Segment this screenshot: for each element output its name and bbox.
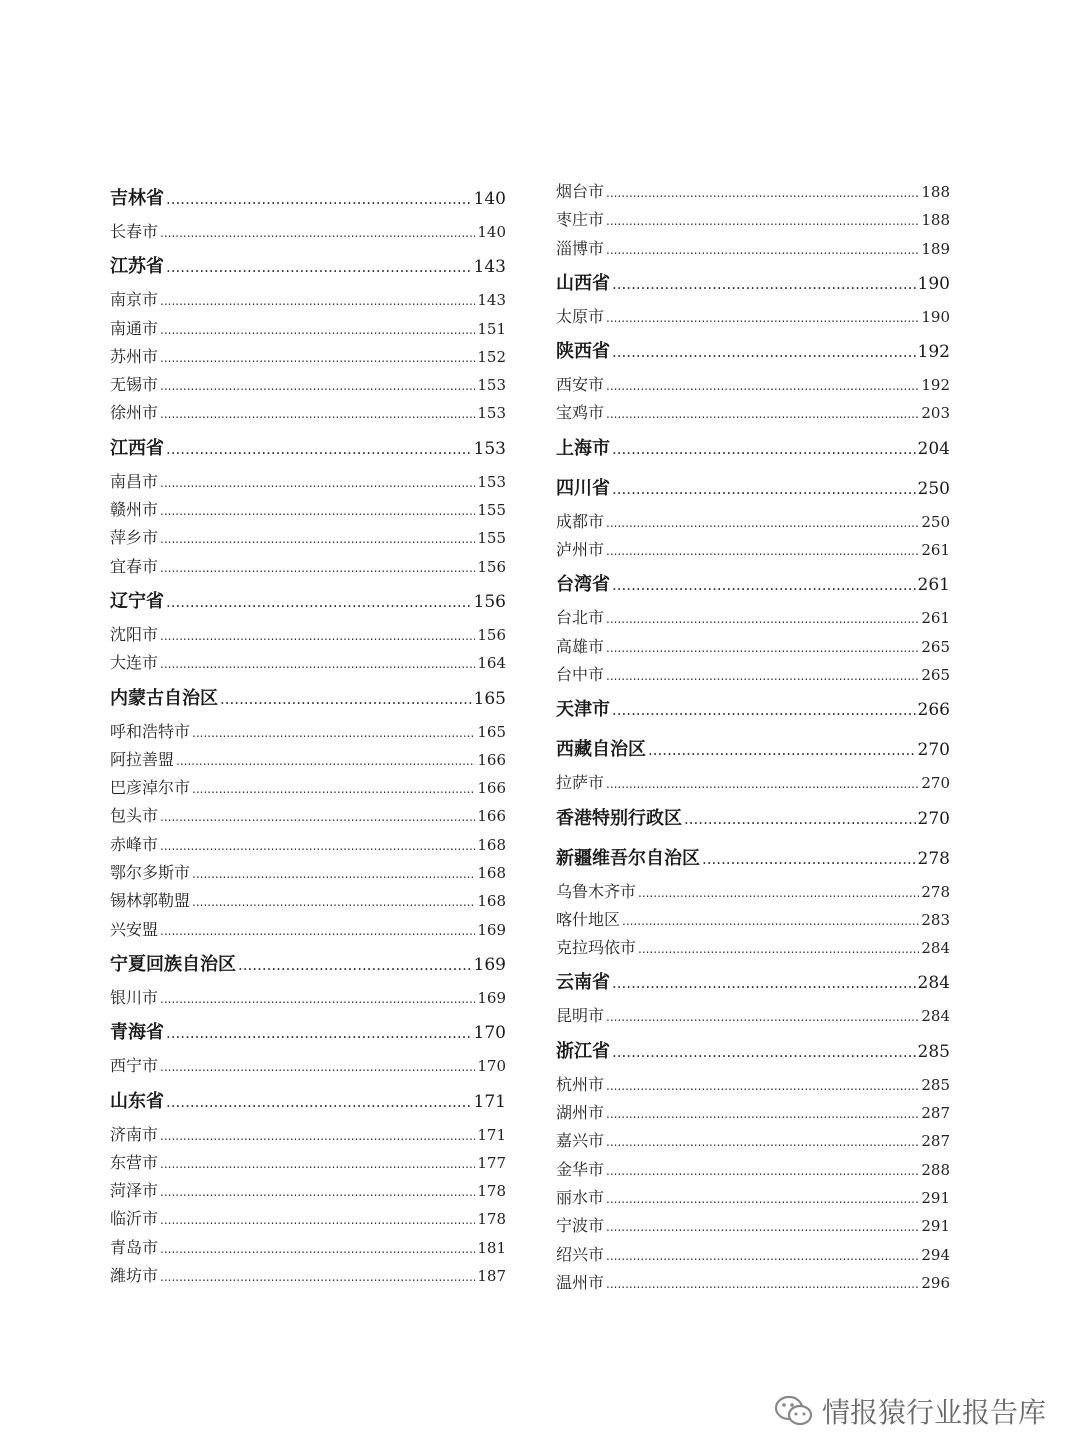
- page-number: 153: [473, 438, 506, 459]
- page-number: 152: [477, 347, 506, 366]
- page-number: 250: [921, 512, 950, 531]
- dot-leader: [612, 691, 916, 729]
- entry-name: 包头市: [110, 806, 159, 826]
- entry-name: 喀什地区: [556, 909, 621, 929]
- entry-name: 乌鲁木齐市: [556, 881, 637, 901]
- page-number: 265: [921, 665, 950, 684]
- toc-city-entry: [110, 524, 506, 552]
- entry-name: 阿拉善盟: [110, 749, 175, 769]
- toc-city-entry: [110, 1121, 506, 1149]
- page-number: 284: [921, 1007, 950, 1026]
- page-number: 168: [477, 835, 506, 854]
- toc-city-entry: [556, 878, 950, 906]
- toc-province-entry: [556, 333, 950, 371]
- dot-leader: [638, 879, 919, 907]
- toc-city-entry: [110, 649, 506, 677]
- page-number: 284: [921, 939, 950, 958]
- toc-city-entry: [556, 371, 950, 399]
- page-number: 291: [921, 1188, 950, 1207]
- dot-leader: [684, 800, 916, 838]
- dot-leader: [192, 888, 475, 916]
- dot-leader: [606, 605, 919, 633]
- toc-province-entry: [556, 566, 950, 604]
- dot-leader: [220, 680, 472, 718]
- entry-name: 太原市: [556, 306, 605, 326]
- toc-city-entry: [110, 984, 506, 1012]
- entry-name: 兴安盟: [110, 919, 159, 939]
- entry-name: 台湾省: [556, 574, 610, 596]
- dot-leader: [160, 917, 475, 945]
- toc-province-entry: [110, 1014, 506, 1052]
- page-number: 265: [921, 637, 950, 656]
- dot-leader: [176, 747, 475, 775]
- toc-city-entry: [110, 468, 506, 496]
- toc-city-entry: [556, 604, 950, 632]
- page-number: 140: [473, 189, 506, 209]
- toc-city-entry: [556, 906, 950, 934]
- toc-province-entry: [556, 840, 950, 878]
- toc-province-entry: [556, 731, 950, 769]
- toc-city-entry: [556, 206, 950, 234]
- dot-leader: [160, 1263, 475, 1291]
- dot-leader: [160, 650, 475, 678]
- toc-city-entry: [110, 496, 506, 524]
- page-number: 189: [921, 239, 950, 258]
- toc-city-entry: [110, 1149, 506, 1177]
- entry-name: 金华市: [556, 1159, 605, 1179]
- toc-city-entry: [556, 303, 950, 331]
- dot-leader: [606, 662, 919, 690]
- toc-city-entry: [110, 343, 506, 371]
- entry-name: 西藏自治区: [556, 739, 646, 761]
- entry-name: 宜春市: [110, 556, 159, 576]
- page-number: 178: [477, 1210, 506, 1229]
- toc-city-entry: [110, 1205, 506, 1233]
- dot-leader: [606, 400, 919, 428]
- toc-city-entry: [556, 1002, 950, 1030]
- page-number: 294: [921, 1245, 950, 1264]
- page-number: 178: [477, 1182, 506, 1201]
- page-number: 288: [921, 1160, 950, 1179]
- dot-leader: [160, 622, 475, 650]
- entry-name: 沈阳市: [110, 624, 159, 644]
- dot-leader: [606, 304, 919, 332]
- dot-leader: [160, 1178, 475, 1206]
- entry-name: 天津市: [556, 699, 610, 721]
- page-number: 203: [921, 404, 950, 423]
- dot-leader: [160, 400, 475, 428]
- page-number: 143: [473, 257, 506, 278]
- page-number: 188: [921, 211, 950, 230]
- entry-name: 南京市: [110, 290, 159, 310]
- dot-leader: [160, 1122, 475, 1150]
- entry-name: 东营市: [110, 1152, 159, 1172]
- toc-city-entry: [556, 536, 950, 564]
- toc-city-entry: [110, 1052, 506, 1080]
- entry-name: 云南省: [556, 972, 610, 994]
- entry-name: 淄博市: [556, 238, 605, 258]
- entry-name: 温州市: [556, 1272, 605, 1292]
- entry-name: 青岛市: [110, 1237, 159, 1257]
- entry-name: 杭州市: [556, 1074, 605, 1094]
- entry-name: 巴彦淖尔市: [110, 778, 191, 798]
- entry-name: 浙江省: [556, 1040, 610, 1062]
- entry-name: 内蒙古自治区: [110, 687, 218, 709]
- entry-name: 呼和浩特市: [110, 721, 191, 741]
- page-number: 270: [917, 740, 950, 761]
- entry-name: 宁波市: [556, 1216, 605, 1236]
- dot-leader: [160, 803, 475, 831]
- entry-name: 新疆维吾尔自治区: [556, 847, 700, 869]
- page-number: 169: [477, 920, 506, 939]
- toc-city-entry: [556, 1127, 950, 1155]
- toc-province-entry: [110, 583, 506, 621]
- page-number: 296: [921, 1273, 950, 1292]
- page-number: 270: [917, 808, 950, 829]
- entry-name: 江苏省: [110, 256, 164, 278]
- dot-leader: [612, 333, 916, 371]
- dot-leader: [606, 634, 919, 662]
- page-number: 181: [477, 1238, 506, 1257]
- dot-leader: [160, 525, 475, 553]
- entry-name: 山东省: [110, 1090, 164, 1112]
- entry-name: 济南市: [110, 1124, 159, 1144]
- entry-name: 台中市: [556, 664, 605, 684]
- entry-name: 南通市: [110, 318, 159, 338]
- entry-name: 成都市: [556, 511, 605, 531]
- toc-city-entry: [110, 916, 506, 944]
- entry-name: 宁夏回族自治区: [110, 953, 236, 975]
- page-number: 187: [477, 1267, 506, 1286]
- dot-leader: [160, 832, 475, 860]
- entry-name: 台北市: [556, 608, 605, 628]
- toc-city-entry: [556, 661, 950, 689]
- page-number: 171: [477, 1125, 506, 1144]
- dot-leader: [166, 180, 472, 218]
- dot-leader: [638, 935, 919, 963]
- watermark: [774, 1391, 1046, 1431]
- dot-leader: [648, 731, 916, 769]
- toc-province-entry: [110, 430, 506, 468]
- entry-name: 无锡市: [110, 375, 159, 395]
- page-number: 190: [921, 307, 950, 326]
- toc-province-entry: [556, 800, 950, 838]
- page-number: 285: [917, 1041, 950, 1062]
- dot-leader: [160, 985, 475, 1013]
- entry-name: 辽宁省: [110, 590, 164, 612]
- page-number: 261: [921, 541, 950, 560]
- toc-city-entry: [110, 831, 506, 859]
- dot-leader: [160, 1150, 475, 1178]
- page-number: 151: [477, 319, 506, 338]
- page-number: 188: [921, 183, 950, 201]
- toc-city-entry: [110, 1262, 506, 1290]
- page-number: 285: [921, 1075, 950, 1094]
- entry-name: 江西省: [110, 437, 164, 459]
- dot-leader: [606, 509, 919, 537]
- entry-name: 徐州市: [110, 403, 159, 423]
- page-number: 165: [477, 722, 506, 741]
- page-number: 155: [477, 501, 506, 520]
- entry-name: 拉萨市: [556, 773, 605, 793]
- dot-leader: [160, 1206, 475, 1234]
- dot-leader: [160, 219, 475, 247]
- entry-name: 临沂市: [110, 1209, 159, 1229]
- toc-city-entry: [556, 1156, 950, 1184]
- dot-leader: [606, 207, 919, 235]
- entry-name: 苏州市: [110, 346, 159, 366]
- dot-leader: [606, 537, 919, 565]
- toc-city-entry: [556, 235, 950, 263]
- entry-name: 吉林省: [110, 188, 164, 209]
- page-number: 169: [473, 954, 506, 975]
- dot-leader: [612, 430, 916, 468]
- toc-province-entry: [556, 964, 950, 1002]
- entry-name: 山西省: [556, 272, 610, 294]
- dot-leader: [238, 946, 472, 984]
- dot-leader: [606, 1185, 919, 1213]
- entry-name: 宝鸡市: [556, 403, 605, 423]
- toc-city-entry: [110, 859, 506, 887]
- toc-city-entry: [110, 315, 506, 343]
- dot-leader: [606, 770, 919, 798]
- wechat-icon: [774, 1394, 814, 1428]
- entry-name: 高雄市: [556, 636, 605, 656]
- entry-name: 银川市: [110, 987, 159, 1007]
- entry-name: 青海省: [110, 1022, 164, 1044]
- page-number: 250: [917, 478, 950, 499]
- entry-name: 鄂尔多斯市: [110, 863, 191, 883]
- entry-name: 西宁市: [110, 1056, 159, 1076]
- toc-city-entry: [110, 218, 506, 246]
- toc-city-entry: [556, 1241, 950, 1269]
- toc-province-entry: [110, 680, 506, 718]
- dot-leader: [160, 316, 475, 344]
- dot-leader: [166, 248, 472, 286]
- dot-leader: [160, 469, 475, 497]
- dot-leader: [606, 372, 919, 400]
- page-number: 153: [477, 472, 506, 491]
- page-number: 168: [477, 892, 506, 911]
- toc-city-entry: [110, 1177, 506, 1205]
- toc-city-entry: [556, 934, 950, 962]
- dot-leader: [160, 287, 475, 315]
- toc-city-entry: [556, 399, 950, 427]
- entry-name: 四川省: [556, 477, 610, 499]
- entry-name: 烟台市: [556, 182, 605, 201]
- toc-city-entry: [556, 1099, 950, 1127]
- dot-leader: [606, 1157, 919, 1185]
- entry-name: 锡林郭勒盟: [110, 891, 191, 911]
- dot-leader: [606, 1270, 919, 1298]
- page-number: 156: [477, 557, 506, 576]
- dot-leader: [606, 1100, 919, 1128]
- dot-leader: [606, 1003, 919, 1031]
- toc-city-entry: [110, 1234, 506, 1262]
- entry-name: 萍乡市: [110, 528, 159, 548]
- page-number: 156: [477, 625, 506, 644]
- toc-city-entry: [110, 399, 506, 427]
- toc-city-entry: [110, 621, 506, 649]
- dot-leader: [606, 1072, 919, 1100]
- toc-city-entry: [110, 286, 506, 314]
- dot-leader: [160, 344, 475, 372]
- page-number: 261: [917, 575, 950, 596]
- dot-leader: [702, 840, 916, 878]
- page-number: 287: [921, 1132, 950, 1151]
- entry-name: 绍兴市: [556, 1244, 605, 1264]
- toc-province-entry: [556, 1033, 950, 1071]
- dot-leader: [160, 554, 475, 582]
- dot-leader: [606, 1128, 919, 1156]
- toc-province-entry: [556, 691, 950, 729]
- page-number: 170: [477, 1057, 506, 1076]
- entry-name: 陕西省: [556, 341, 610, 363]
- entry-name: 嘉兴市: [556, 1131, 605, 1151]
- page-number: 166: [477, 750, 506, 769]
- toc-province-entry: [556, 430, 950, 468]
- dot-leader: [606, 1213, 919, 1241]
- page-number: 143: [477, 291, 506, 310]
- entry-name: 昆明市: [556, 1006, 605, 1026]
- dot-leader: [606, 236, 919, 264]
- page-number: 204: [917, 438, 950, 459]
- entry-name: 赤峰市: [110, 834, 159, 854]
- entry-name: 上海市: [556, 437, 610, 459]
- entry-name: 西安市: [556, 375, 605, 395]
- page-number: 283: [921, 910, 950, 929]
- page-number: 153: [477, 376, 506, 395]
- toc-city-entry: [556, 633, 950, 661]
- entry-name: 香港特别行政区: [556, 807, 682, 829]
- page-number: 171: [473, 1091, 506, 1112]
- page-number: 140: [477, 223, 506, 241]
- dot-leader: [612, 566, 916, 604]
- page-number: 153: [477, 404, 506, 423]
- page-number: 287: [921, 1104, 950, 1123]
- dot-leader: [606, 179, 919, 207]
- page-number: 166: [477, 779, 506, 798]
- entry-name: 南昌市: [110, 471, 159, 491]
- dot-leader: [160, 372, 475, 400]
- entry-name: 丽水市: [556, 1187, 605, 1207]
- dot-leader: [606, 1242, 919, 1270]
- page-number: 168: [477, 864, 506, 883]
- page-number: 270: [921, 774, 950, 793]
- dot-leader: [166, 1083, 472, 1121]
- dot-leader: [166, 1014, 472, 1052]
- page-number: 278: [921, 882, 950, 901]
- page-number: 266: [917, 700, 950, 721]
- page-number: 170: [473, 1023, 506, 1044]
- toc-city-entry: [110, 802, 506, 830]
- dot-leader: [612, 470, 916, 508]
- toc-city-entry: [556, 1184, 950, 1212]
- watermark-text: 情报猿行业报告库: [821, 1396, 1046, 1429]
- toc-left-column: [110, 178, 506, 1290]
- toc-city-entry: [556, 1071, 950, 1099]
- page-number: 156: [473, 591, 506, 612]
- toc-province-entry: [556, 470, 950, 508]
- toc-right-column: [556, 178, 950, 1297]
- dot-leader: [612, 1033, 916, 1071]
- dot-leader: [160, 497, 475, 525]
- dot-leader: [160, 1053, 475, 1081]
- entry-name: 长春市: [110, 222, 159, 241]
- page-number: 190: [917, 273, 950, 294]
- toc-province-entry: [110, 248, 506, 286]
- page-number: 284: [917, 973, 950, 994]
- toc-city-entry: [556, 1269, 950, 1297]
- dot-leader: [622, 907, 919, 935]
- entry-name: 潍坊市: [110, 1266, 159, 1286]
- dot-leader: [192, 719, 475, 747]
- entry-name: 克拉玛依市: [556, 938, 637, 958]
- page-number: 291: [921, 1217, 950, 1236]
- toc-city-entry: [110, 553, 506, 581]
- toc-city-entry: [556, 769, 950, 797]
- dot-leader: [192, 775, 475, 803]
- toc-province-entry: [556, 265, 950, 303]
- page-number: 192: [917, 342, 950, 363]
- dot-leader: [612, 265, 916, 303]
- toc-province-entry: [110, 946, 506, 984]
- entry-name: 枣庄市: [556, 210, 605, 230]
- toc-city-entry: [110, 371, 506, 399]
- toc-city-entry: [110, 746, 506, 774]
- toc-province-entry: [110, 180, 506, 218]
- page-number: 155: [477, 529, 506, 548]
- page-number: 261: [921, 609, 950, 628]
- page-number: 278: [917, 848, 950, 869]
- page-number: 192: [921, 376, 950, 395]
- entry-name: 泸州市: [556, 540, 605, 560]
- entry-name: 大连市: [110, 653, 159, 673]
- page-number: 165: [473, 688, 506, 709]
- entry-name: 赣州市: [110, 500, 159, 520]
- page-number: 166: [477, 807, 506, 826]
- dot-leader: [612, 964, 916, 1002]
- dot-leader: [166, 583, 472, 621]
- toc-province-entry: [110, 1083, 506, 1121]
- toc-city-entry: [556, 178, 950, 206]
- page-number: 169: [477, 988, 506, 1007]
- toc-city-entry: [110, 774, 506, 802]
- dot-leader: [192, 860, 475, 888]
- dot-leader: [160, 1235, 475, 1263]
- entry-name: 湖州市: [556, 1103, 605, 1123]
- entry-name: 菏泽市: [110, 1181, 159, 1201]
- toc-city-entry: [556, 508, 950, 536]
- page-number: 164: [477, 654, 506, 673]
- toc-city-entry: [110, 718, 506, 746]
- dot-leader: [166, 430, 472, 468]
- toc-city-entry: [110, 887, 506, 915]
- page-number: 177: [477, 1153, 506, 1172]
- toc-city-entry: [556, 1212, 950, 1240]
